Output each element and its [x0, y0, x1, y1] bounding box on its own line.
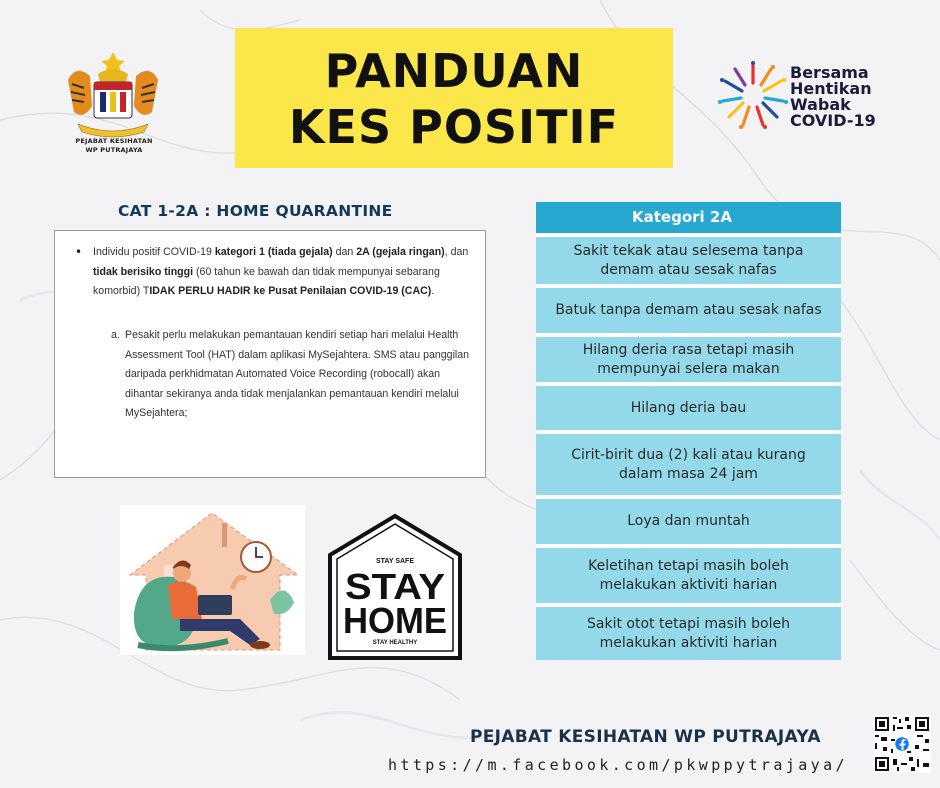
subitem-text: Pesakit perlu melakukan pemantauan kendiri setiap hari melalui Health Assessment Tool (HAT) dalam aplikasi MySejahtera. SMS atau panggilan daripada perkhidmatan Automated Voice Recording (robocall) akan dihantar sekiranya anda tidak menjalankan pemantauan kendiri melalui MySejahtera; — [125, 329, 470, 419]
kategori-row — [536, 548, 841, 603]
row-line: demam atau sesak nafas — [600, 261, 777, 278]
row-line: Hilang deria bau — [630, 399, 747, 416]
text-run-bold: IDAK PERLU HADIR ke Pusat Penilaian COVID-19 (CAC) — [149, 285, 432, 297]
footer-organization: PEJABAT KESIHATAN WP PUTRAJAYA — [470, 727, 821, 747]
text-run: , dan — [444, 246, 469, 258]
kategori-row — [536, 337, 841, 382]
text-run: Individu positif COVID-19 — [93, 246, 215, 258]
guideline-paragraph — [93, 243, 477, 302]
footer-facebook-url[interactable]: https://m.facebook.com/pkwppytrajaya/ — [388, 756, 848, 774]
text-run: (60 tahun ke bawah dan tidak mempunyai sebarang komorbid) T — [93, 265, 440, 297]
campaign-line3: Wabak — [790, 95, 851, 114]
stay-home-badge-icon — [327, 513, 463, 661]
subitem-label: a. — [111, 329, 120, 341]
campaign-line2: Hentikan — [790, 79, 872, 98]
text-run-bold: 2A (gejala ringan) — [356, 246, 445, 258]
text-run-bold: kategori 1 (tiada gejala) — [214, 246, 333, 258]
kategori-row — [536, 434, 841, 495]
stay-home-big2: HOME — [343, 600, 447, 641]
kategori-row — [536, 386, 841, 430]
jata-negara-crest-icon — [58, 50, 168, 140]
row-line: dalam masa 24 jam — [619, 465, 758, 482]
row-line: Keletihan tetapi masih boleh — [588, 557, 789, 574]
kategori-header: Kategori 2A — [536, 202, 841, 233]
campaign-line4: COVID-19 — [790, 111, 876, 130]
home-illustration-icon — [120, 505, 305, 655]
row-line: Sakit otot tetapi masih boleh — [587, 615, 790, 632]
row-line: Cirit-birit dua (2) kali atau kurang — [571, 446, 806, 463]
crest-caption-line1: PEJABAT KESIHATAN — [75, 137, 153, 145]
row-line: Loya dan muntah — [627, 513, 750, 529]
guideline-subitem — [111, 326, 481, 424]
facebook-qr-code-icon[interactable] — [873, 715, 931, 773]
campaign-line1: Bersama — [790, 63, 869, 82]
kategori-row — [536, 607, 841, 660]
kategori-row — [536, 237, 841, 284]
crest-caption — [64, 137, 164, 155]
covid-campaign-burst-icon — [718, 60, 788, 130]
title-line2: KES POSITIF — [288, 100, 620, 154]
kategori-2a-table — [536, 202, 841, 660]
row-line: Sakit tekak atau selesema tanpa — [573, 242, 804, 259]
row-line: melakukan aktiviti harian — [599, 634, 778, 651]
title-line1: PANDUAN — [324, 44, 584, 98]
guideline-document — [54, 230, 486, 478]
bullet-point: • — [75, 245, 83, 259]
title-banner — [235, 28, 673, 168]
row-line: melakukan aktiviti harian — [599, 576, 778, 593]
kategori-row — [536, 499, 841, 544]
home-quarantine-illustration — [120, 505, 305, 655]
text-run: dan — [332, 246, 357, 258]
row-line: Hilang deria rasa tetapi masih — [582, 341, 795, 358]
text-run: . — [431, 285, 435, 297]
stay-home-big1: STAY — [345, 566, 445, 607]
crest-caption-line2: WP PUTRAJAYA — [85, 146, 143, 154]
category-title: CAT 1-2A : HOME QUARANTINE — [118, 202, 393, 220]
kategori-row — [536, 288, 841, 333]
text-run-bold: tidak berisiko tinggi — [93, 265, 194, 278]
stay-home-bottom: STAY HEALTHY — [372, 640, 418, 646]
row-line: Batuk tanpa demam atau sesak nafas — [555, 302, 822, 318]
stay-home-top: STAY SAFE — [376, 558, 414, 565]
row-line: mempunyai selera makan — [597, 360, 780, 377]
